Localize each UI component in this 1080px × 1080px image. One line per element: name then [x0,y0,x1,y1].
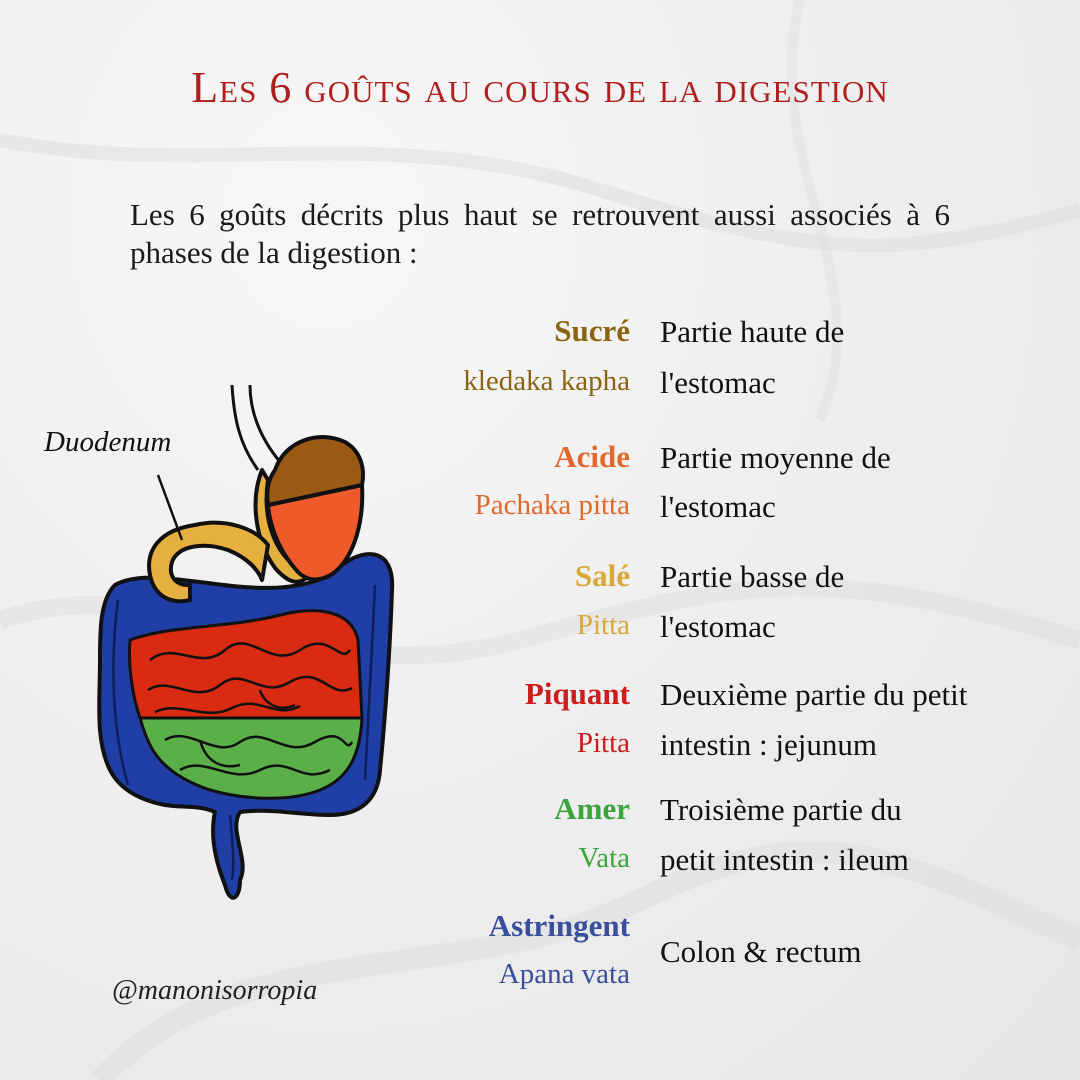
taste-label: Sucré [554,313,630,348]
duodenum-pointer [158,475,182,540]
phase-description-line1: Colon & rectum [660,934,862,969]
taste-label: Piquant [524,676,630,711]
dosha-label: kledaka kapha [463,365,630,397]
taste-label: Salé [574,558,630,593]
phase-description-line1: Troisième partie du [660,792,902,827]
phase-description-line2: petit intestin : ileum [660,842,909,877]
phase-description-line2: l'estomac [660,489,776,524]
dosha-label: Apana vata [498,958,630,990]
dosha-label: Vata [578,842,630,874]
phase-description-line1: Partie basse de [660,559,845,594]
esophagus [232,385,258,470]
taste-label: Amer [554,791,630,826]
dosha-label: Pachaka pitta [474,489,630,521]
author-handle: @manonisorropia [112,975,318,1006]
taste-label: Astringent [488,908,630,943]
dosha-label: Pitta [576,727,630,759]
phase-description-line2: l'estomac [660,365,776,400]
phase-description-line1: Deuxième partie du petit [660,677,968,712]
digestive-system-illustration [40,380,410,920]
taste-label: Acide [554,439,630,474]
dosha-label: Pitta [576,609,630,641]
phase-description-line2: l'estomac [660,609,776,644]
page-title: Les 6 goûts au cours de la digestion [191,63,889,112]
phase-description-line1: Partie moyenne de [660,440,891,475]
phase-description-line2: intestin : jejunum [660,727,877,762]
esophagus-inner [250,385,280,462]
phase-description-line1: Partie haute de [660,314,845,349]
duodenum-label: Duodenum [44,426,172,458]
intro-text: Les 6 goûts décrits plus haut se retrouvent aussi associés à 6 phases de la digestion : [130,197,950,270]
